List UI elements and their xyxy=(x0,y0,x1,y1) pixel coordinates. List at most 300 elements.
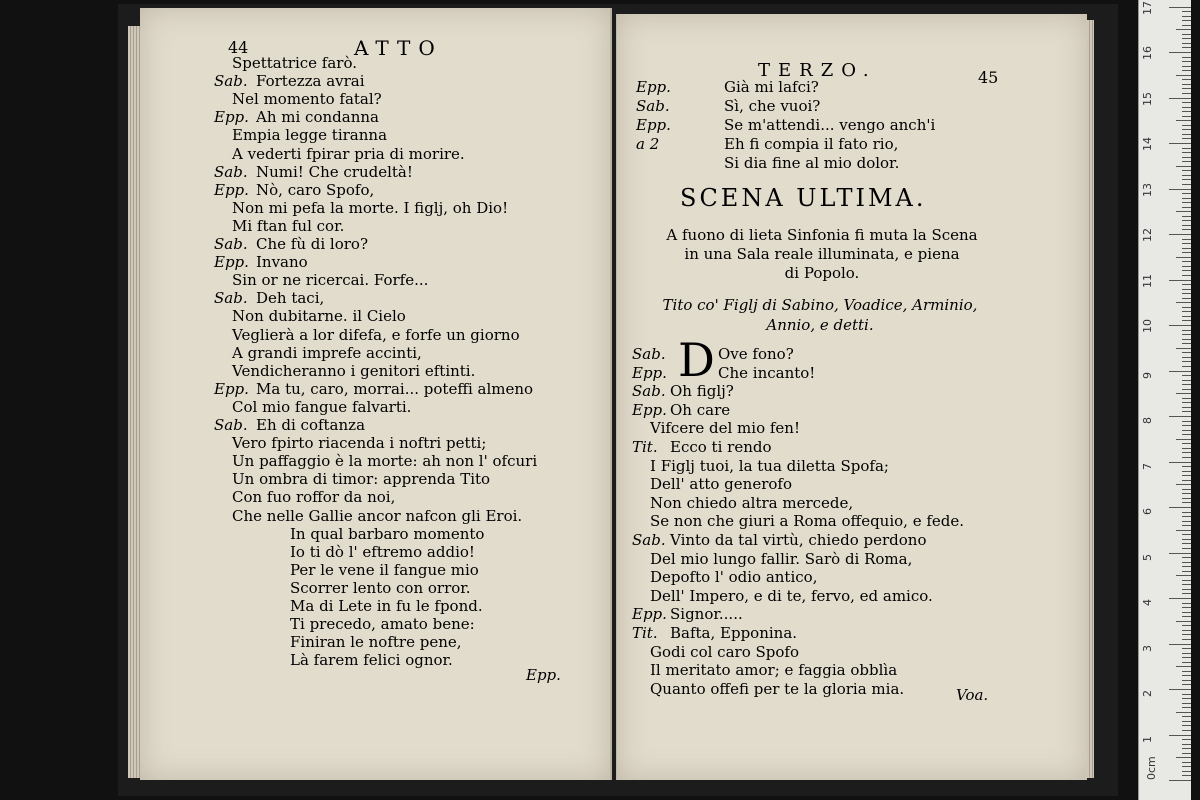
text-line xyxy=(214,108,379,126)
ruler-tick xyxy=(1182,607,1191,608)
line-text: Ma di Lete in fu le fpond. xyxy=(290,597,483,615)
ruler-tick xyxy=(1182,88,1191,89)
right-catchword: Voa. xyxy=(956,686,989,704)
ruler-tick xyxy=(1182,775,1191,776)
ruler-tick xyxy=(1182,148,1191,149)
ruler-tick xyxy=(1182,366,1191,367)
text-line xyxy=(214,181,374,199)
line-text: Depofto l' odio antico, xyxy=(650,568,818,587)
ruler-tick xyxy=(1169,143,1191,144)
ruler-tick xyxy=(1182,38,1191,39)
ruler-tick xyxy=(1176,530,1191,531)
line-text: Col mio fangue falvarti. xyxy=(232,397,412,416)
text-line xyxy=(232,326,520,344)
ruler-tick xyxy=(1176,621,1191,622)
stage-direction-1: A fuono di lieta Sinfonia fi muta la Scena xyxy=(666,226,978,244)
ruler-tick xyxy=(1182,384,1191,385)
ruler-tick xyxy=(1182,66,1191,67)
ruler-tick xyxy=(1182,225,1191,226)
ruler-tick xyxy=(1182,357,1191,358)
text-line xyxy=(214,380,533,398)
line-text: Già mi lafci? xyxy=(724,78,819,96)
text-line xyxy=(232,307,406,325)
line-text: Oh care xyxy=(670,400,731,419)
ruler-tick xyxy=(1182,275,1191,276)
speaker-label: Sab. xyxy=(632,531,666,549)
measurement-ruler xyxy=(1138,0,1191,800)
text-line xyxy=(290,579,471,597)
line-text: Non dubitarne. il Cielo xyxy=(232,307,406,326)
ruler-tick xyxy=(1182,134,1191,135)
ruler-unit-label: 0cm xyxy=(1145,756,1158,780)
speaker-label: Sab. xyxy=(214,235,248,253)
ruler-tick xyxy=(1182,516,1191,517)
ruler-tick xyxy=(1182,398,1191,399)
line-text: Non mi pefa la morte. I figlj, oh Dio! xyxy=(232,198,509,217)
line-text: Nò, caro Spofo, xyxy=(256,180,375,199)
ruler-number: 15 xyxy=(1141,91,1154,106)
ruler-tick xyxy=(1182,502,1191,503)
ruler-tick xyxy=(1182,466,1191,467)
ruler-tick xyxy=(1182,762,1191,763)
ruler-tick xyxy=(1182,430,1191,431)
ruler-tick xyxy=(1182,175,1191,176)
ruler-tick xyxy=(1182,612,1191,613)
ruler-tick xyxy=(1176,666,1191,667)
ruler-number: 10 xyxy=(1141,319,1154,333)
line-text: Deh taci, xyxy=(256,289,325,308)
ruler-tick xyxy=(1182,589,1191,590)
ruler-tick xyxy=(1182,480,1191,481)
ruler-tick xyxy=(1182,662,1191,663)
line-text: Che nelle Gallie ancor nafcon gli Eroi. xyxy=(232,506,523,525)
ruler-tick xyxy=(1182,170,1191,171)
line-text: Sì, che vuoi? xyxy=(724,97,821,115)
ruler-tick xyxy=(1182,266,1191,267)
speaker-label: Sab. xyxy=(636,97,670,115)
ruler-tick xyxy=(1182,557,1191,558)
ruler-tick xyxy=(1182,680,1191,681)
ruler-tick xyxy=(1182,725,1191,726)
speaker-label: Sab. xyxy=(214,416,248,434)
ruler-tick xyxy=(1182,534,1191,535)
ruler-tick xyxy=(1182,343,1191,344)
ruler-tick xyxy=(1182,580,1191,581)
line-text: Non chiedo altra mercede, xyxy=(650,493,854,512)
ruler-tick xyxy=(1182,261,1191,262)
line-text: Numi! Che crudeltà! xyxy=(256,162,413,181)
line-text: Bafta, Epponina. xyxy=(670,624,798,642)
text-line xyxy=(290,633,462,651)
line-text: Un paffaggio è la morte: ah non l' ofcuri xyxy=(232,452,538,471)
ruler-tick xyxy=(1176,575,1191,576)
text-line xyxy=(214,72,365,90)
ruler-tick xyxy=(1176,75,1191,76)
ruler-tick xyxy=(1182,307,1191,308)
ruler-tick xyxy=(1182,521,1191,522)
ruler-tick xyxy=(1182,289,1191,290)
ruler-tick xyxy=(1182,493,1191,494)
text-line xyxy=(232,452,537,470)
ruler-number: 8 xyxy=(1141,417,1154,424)
line-text: Finiran le noftre pene, xyxy=(290,633,462,652)
speaker-label: Sab. xyxy=(214,289,248,308)
ruler-tick xyxy=(1182,25,1191,26)
ruler-tick xyxy=(1182,43,1191,44)
text-line xyxy=(290,543,475,561)
ruler-tick xyxy=(1182,184,1191,185)
line-text: Ecco ti rendo xyxy=(670,438,772,456)
ruler-number: 7 xyxy=(1141,462,1154,470)
ruler-number: 9 xyxy=(1141,371,1154,379)
ruler-tick xyxy=(1182,11,1191,12)
speaker-label: Tit. xyxy=(632,624,658,642)
ruler-tick xyxy=(1176,348,1191,349)
ruler-number: 6 xyxy=(1141,508,1154,515)
ruler-tick xyxy=(1169,689,1191,690)
ruler-tick xyxy=(1182,47,1191,48)
line-text: Veglierà a lor difefa, e forfe un giorno xyxy=(232,325,520,344)
line-text: Con fuo roffor da noi, xyxy=(232,488,396,507)
ruler-tick xyxy=(1182,298,1191,299)
ruler-tick xyxy=(1169,234,1191,235)
ruler-tick xyxy=(1182,161,1191,162)
speaker-label: Epp. xyxy=(636,78,671,96)
ruler-tick xyxy=(1182,389,1191,390)
ruler-number: 17 xyxy=(1141,0,1154,15)
characters-line-1: Tito co' Figlj di Sabino, Voadice, Arminio, xyxy=(662,296,978,314)
speaker-label: Epp. xyxy=(636,116,671,134)
text-line xyxy=(214,163,413,181)
line-text: Ti precedo, amato bene: xyxy=(290,615,475,634)
ruler-tick xyxy=(1182,452,1191,453)
speaker-label: Epp. xyxy=(632,605,667,624)
line-text: Si dia fine al mio dolor. xyxy=(724,154,900,172)
ruler-tick xyxy=(1182,248,1191,249)
ruler-number: 2 xyxy=(1141,690,1154,697)
ruler-tick xyxy=(1176,120,1191,121)
ruler-tick xyxy=(1182,79,1191,80)
ruler-tick xyxy=(1169,416,1191,417)
ruler-tick xyxy=(1182,716,1191,717)
speaker-label: Epp. xyxy=(632,400,667,419)
line-text: Scorrer lento con orror. xyxy=(290,578,471,597)
line-text: Nel momento fatal? xyxy=(232,90,382,109)
ruler-tick xyxy=(1169,98,1191,99)
ruler-tick xyxy=(1182,739,1191,740)
ruler-tick xyxy=(1182,684,1191,685)
speaker-label: Epp. xyxy=(214,108,249,127)
ruler-tick xyxy=(1182,707,1191,708)
ruler-tick xyxy=(1169,598,1191,599)
ruler-tick xyxy=(1182,339,1191,340)
line-text: Quanto offefi per te la gloria mia. xyxy=(650,679,905,698)
ruler-tick xyxy=(1182,648,1191,649)
ruler-number: 14 xyxy=(1141,137,1154,151)
ruler-tick xyxy=(1182,475,1191,476)
line-text: Mi ftan ful cor. xyxy=(232,216,345,235)
line-text: Che incanto! xyxy=(718,363,816,382)
text-line xyxy=(232,54,357,72)
ruler-tick xyxy=(1182,320,1191,321)
ruler-tick xyxy=(1182,316,1191,317)
ruler-tick xyxy=(1176,29,1191,30)
ruler-number: 13 xyxy=(1141,182,1154,197)
ruler-tick xyxy=(1182,334,1191,335)
ruler-tick xyxy=(1182,198,1191,199)
line-text: In qual barbaro momento xyxy=(290,524,485,543)
ruler-number: 3 xyxy=(1141,644,1154,652)
line-text: Vero fpirto riacenda i noftri petti; xyxy=(232,434,487,453)
speaker-label: Sab. xyxy=(632,345,666,363)
ruler-number: 11 xyxy=(1141,273,1154,288)
ruler-tick xyxy=(1182,753,1191,754)
speaker-label: Sab. xyxy=(214,72,248,91)
speaker-label: Epp. xyxy=(214,180,249,199)
line-text: Ah mi condanna xyxy=(256,108,379,127)
ruler-tick xyxy=(1182,543,1191,544)
ruler-tick xyxy=(1169,325,1191,326)
line-text: Oh figlj? xyxy=(670,382,734,401)
ruler-tick xyxy=(1182,129,1191,130)
ruler-number: 16 xyxy=(1141,46,1154,60)
ruler-tick xyxy=(1182,771,1191,772)
ruler-number: 5 xyxy=(1141,553,1154,561)
ruler-tick xyxy=(1182,457,1191,458)
ruler-tick xyxy=(1182,630,1191,631)
ruler-tick xyxy=(1182,202,1191,203)
text-line xyxy=(232,470,490,488)
ruler-tick xyxy=(1182,375,1191,376)
text-line xyxy=(232,434,486,452)
ruler-tick xyxy=(1182,61,1191,62)
ruler-tick xyxy=(1182,152,1191,153)
text-line xyxy=(232,126,387,144)
ruler-tick xyxy=(1169,507,1191,508)
ruler-tick xyxy=(1176,757,1191,758)
line-text: Godi col caro Spofo xyxy=(650,642,799,661)
text-line xyxy=(214,235,368,253)
ruler-tick xyxy=(1182,411,1191,412)
ruler-tick xyxy=(1182,748,1191,749)
ruler-tick xyxy=(1169,189,1191,190)
line-text: Sin or ne ricercai. Forfe... xyxy=(232,271,429,290)
ruler-tick xyxy=(1176,393,1191,394)
ruler-tick xyxy=(1169,735,1191,736)
ruler-tick xyxy=(1182,421,1191,422)
text-line xyxy=(214,289,324,307)
ruler-tick xyxy=(1169,644,1191,645)
line-text: I Figlj tuoi, la tua diletta Spofa; xyxy=(650,456,889,475)
text-line xyxy=(232,488,395,506)
speaker-label: Epp. xyxy=(632,363,667,382)
ruler-tick xyxy=(1169,371,1191,372)
ruler-tick xyxy=(1182,634,1191,635)
scene-title: SCENA ULTIMA. xyxy=(680,184,927,212)
text-line xyxy=(232,217,344,235)
ruler-tick xyxy=(1182,603,1191,604)
ruler-tick xyxy=(1182,57,1191,58)
ruler-tick xyxy=(1182,207,1191,208)
line-text: Per le vene il fangue mio xyxy=(290,560,479,579)
ruler-tick xyxy=(1182,107,1191,108)
ruler-tick xyxy=(1182,125,1191,126)
ruler-tick xyxy=(1182,116,1191,117)
ruler-tick xyxy=(1182,566,1191,567)
line-text: Là farem felici ognor. xyxy=(290,651,453,670)
ruler-tick xyxy=(1182,539,1191,540)
ruler-tick xyxy=(1182,698,1191,699)
ruler-tick xyxy=(1169,780,1191,781)
drop-cap: D xyxy=(678,333,715,387)
ruler-tick xyxy=(1182,20,1191,21)
text-line xyxy=(290,597,483,615)
right-running-header: TERZO. xyxy=(758,60,877,81)
ruler-tick xyxy=(1182,616,1191,617)
ruler-tick xyxy=(1182,489,1191,490)
speaker-label: Epp. xyxy=(214,253,249,272)
ruler-tick xyxy=(1182,593,1191,594)
ruler-tick xyxy=(1182,361,1191,362)
line-text: Eh di coftanza xyxy=(256,416,366,434)
speaker-label: Sab. xyxy=(214,162,248,181)
ruler-tick xyxy=(1182,70,1191,71)
ruler-tick xyxy=(1169,280,1191,281)
ruler-tick xyxy=(1182,498,1191,499)
ruler-tick xyxy=(1182,220,1191,221)
ruler-tick xyxy=(1182,671,1191,672)
ruler-tick xyxy=(1182,270,1191,271)
ruler-tick xyxy=(1176,211,1191,212)
ruler-tick xyxy=(1176,439,1191,440)
ruler-tick xyxy=(1182,448,1191,449)
ruler-tick xyxy=(1182,157,1191,158)
ruler-tick xyxy=(1182,311,1191,312)
ruler-tick xyxy=(1182,252,1191,253)
text-line xyxy=(290,525,484,543)
speaker-label: Tit. xyxy=(632,438,658,456)
line-text: Dell' Impero, e di te, fervo, ed amico. xyxy=(650,586,933,605)
speaker-label: Epp. xyxy=(214,379,249,398)
ruler-tick xyxy=(1169,7,1191,8)
right-page-number: 45 xyxy=(978,68,999,87)
ruler-tick xyxy=(1169,553,1191,554)
line-text: Ove fono? xyxy=(718,345,794,363)
ruler-tick xyxy=(1182,653,1191,654)
ruler-tick xyxy=(1182,229,1191,230)
text-line xyxy=(232,199,508,217)
text-line xyxy=(232,271,428,289)
ruler-tick xyxy=(1182,548,1191,549)
ruler-tick xyxy=(1182,584,1191,585)
ruler-tick xyxy=(1182,425,1191,426)
ruler-tick xyxy=(1182,239,1191,240)
ruler-tick xyxy=(1182,352,1191,353)
line-text: Il meritato amor; e faggia obblìa xyxy=(650,661,898,680)
line-text: Fortezza avrai xyxy=(256,72,365,91)
ruler-tick xyxy=(1182,402,1191,403)
ruler-tick xyxy=(1176,166,1191,167)
text-line xyxy=(232,362,475,380)
ruler-tick xyxy=(1182,293,1191,294)
text-line xyxy=(290,561,479,579)
line-text: Un ombra di timor: apprenda Tito xyxy=(232,470,491,489)
line-text: Dell' atto generofo xyxy=(650,475,792,494)
line-text: A grandi imprefe accinti, xyxy=(232,343,422,362)
line-text: Del mio lungo fallir. Sarò di Roma, xyxy=(650,549,913,568)
ruler-tick xyxy=(1182,639,1191,640)
ruler-tick xyxy=(1182,284,1191,285)
ruler-tick xyxy=(1182,721,1191,722)
text-line xyxy=(290,651,453,669)
ruler-tick xyxy=(1182,512,1191,513)
line-text: Vendicheranno i genitori eftinti. xyxy=(232,361,476,380)
ruler-number: 12 xyxy=(1141,228,1154,242)
line-text: Vinto da tal virtù, chiedo perdono xyxy=(670,531,927,549)
stage-direction-3: di Popolo. xyxy=(784,264,860,282)
line-text: Che fù di loro? xyxy=(256,235,369,253)
ruler-tick xyxy=(1182,730,1191,731)
line-text: Signor..... xyxy=(670,605,743,624)
ruler-tick xyxy=(1182,443,1191,444)
ruler-tick xyxy=(1182,216,1191,217)
ruler-tick xyxy=(1182,766,1191,767)
speaker-label: Sab. xyxy=(632,382,666,401)
line-text: Vifcere del mio fen! xyxy=(650,419,800,438)
text-line xyxy=(214,416,365,434)
ruler-tick xyxy=(1182,744,1191,745)
text-line xyxy=(232,344,422,362)
ruler-tick xyxy=(1182,111,1191,112)
ruler-tick xyxy=(1182,380,1191,381)
ruler-tick xyxy=(1182,571,1191,572)
ruler-tick xyxy=(1182,243,1191,244)
ruler-tick xyxy=(1182,675,1191,676)
line-text: Empia legge tiranna xyxy=(232,126,388,145)
ruler-tick xyxy=(1176,302,1191,303)
ruler-tick xyxy=(1182,16,1191,17)
line-text: Io ti dò l' eftremo addio! xyxy=(290,542,475,561)
ruler-tick xyxy=(1182,179,1191,180)
line-text: Invano xyxy=(256,253,308,272)
text-line xyxy=(232,90,382,108)
ruler-tick xyxy=(1182,34,1191,35)
line-text: Spettatrice farò. xyxy=(232,54,357,72)
text-line xyxy=(232,507,522,525)
left-page-number: 44 xyxy=(228,38,249,57)
ruler-tick xyxy=(1182,703,1191,704)
ruler-tick xyxy=(1182,138,1191,139)
line-text: Ma tu, caro, morrai... poteffi almeno xyxy=(256,379,534,398)
ruler-tick xyxy=(1176,257,1191,258)
ruler-tick xyxy=(1169,52,1191,53)
ruler-tick xyxy=(1176,712,1191,713)
ruler-tick xyxy=(1182,84,1191,85)
ruler-tick xyxy=(1182,525,1191,526)
characters-line-2: Annio, e detti. xyxy=(766,316,874,334)
ruler-tick xyxy=(1182,407,1191,408)
ruler-tick xyxy=(1182,434,1191,435)
ruler-tick xyxy=(1169,462,1191,463)
ruler-tick xyxy=(1182,330,1191,331)
ruler-tick xyxy=(1182,93,1191,94)
left-running-header: ATTO xyxy=(354,36,443,60)
ruler-tick xyxy=(1182,193,1191,194)
text-line xyxy=(290,615,475,633)
ruler-tick xyxy=(1182,102,1191,103)
ruler-number: 4 xyxy=(1141,599,1154,606)
line-text: Eh fi compia il fato rio, xyxy=(724,135,899,153)
